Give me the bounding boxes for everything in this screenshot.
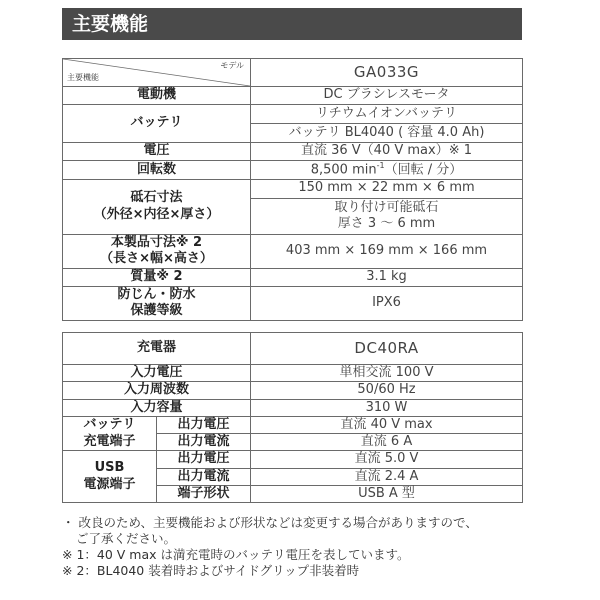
dimensions-value: 403 mm × 169 mm × 166 mm: [251, 234, 523, 268]
model-number: GA033G: [251, 59, 523, 87]
note-2: ※ 1：40 V max は満充電時のバッテリ電圧を表しています。: [62, 547, 410, 562]
note-1-cont: ご了承ください。: [76, 531, 177, 546]
input-capacity-value: 310 W: [251, 399, 523, 416]
notes: [62, 515, 532, 579]
dimensions-label: 本製品寸法※ 2 （長さ×幅×高さ）: [63, 234, 251, 268]
usb-out-voltage-label: 出力電圧: [157, 451, 251, 468]
motor-label: 電動機: [63, 87, 251, 105]
input-frequency-value: 50/60 Hz: [251, 382, 523, 399]
wheel-size-label: 砥石寸法 （外径×内径×厚さ）: [63, 179, 251, 234]
battery-out-voltage-value: 直流 40 V max: [251, 416, 523, 433]
spec-table: [62, 58, 523, 321]
battery-terminal-label: バッテリ 充電端子: [63, 416, 157, 451]
input-frequency-label: 入力周波数: [63, 382, 251, 399]
usb-shape-label: 端子形状: [157, 485, 251, 502]
usb-out-current-label: 出力電流: [157, 468, 251, 485]
battery-model: バッテリ BL4040 ( 容量 4.0 Ah): [251, 124, 523, 143]
protection-label: 防じん・防水 保護等級: [63, 286, 251, 320]
motor-value: DC ブラシレスモータ: [251, 87, 523, 105]
usb-terminal-label: USB 電源端子: [63, 451, 157, 503]
usb-shape-value: USB A 型: [251, 485, 523, 502]
battery-type: リチウムイオンバッテリ: [251, 105, 523, 124]
battery-out-current-value: 直流 6 A: [251, 434, 523, 451]
wheel-size-value: 150 mm × 22 mm × 6 mm: [251, 179, 523, 198]
charger-label: 充電器: [63, 333, 251, 365]
charger-model: DC40RA: [251, 333, 523, 365]
input-voltage-label: 入力電圧: [63, 365, 251, 382]
mass-value: 3.1 kg: [251, 268, 523, 286]
usb-out-current-value: 直流 2.4 A: [251, 468, 523, 485]
feature-header-label: 主要機能: [67, 73, 99, 82]
voltage-value: 直流 36 V（40 V max）※ 1: [251, 143, 523, 161]
protection-value: IPX6: [251, 286, 523, 320]
rpm-value: 8,500 $\min^{-1}$（回転 / 分）: [251, 161, 523, 180]
page-title: 主要機能: [62, 8, 522, 40]
usb-out-voltage-value: 直流 5.0 V: [251, 451, 523, 468]
note-1: ・ 改良のため、主要機能および形状などは変更する場合がありますので、: [62, 515, 478, 530]
battery-out-current-label: 出力電流: [157, 434, 251, 451]
wheel-compatible-value: 取り付け可能砥石 厚さ 3 ～ 6 mm: [251, 198, 523, 234]
battery-out-voltage-label: 出力電圧: [157, 416, 251, 433]
voltage-label: 電圧: [63, 143, 251, 161]
mass-label: 質量※ 2: [63, 268, 251, 286]
battery-label: バッテリ: [63, 105, 251, 143]
table-header-corner: [63, 59, 251, 87]
rpm-label: 回転数: [63, 161, 251, 180]
input-capacity-label: 入力容量: [63, 399, 251, 416]
input-voltage-value: 単相交流 100 V: [251, 365, 523, 382]
charger-table: [62, 332, 523, 503]
model-header-label: モデル: [220, 61, 244, 70]
note-3: ※ 2：BL4040 装着時およびサイドグリップ非装着時: [62, 563, 360, 578]
